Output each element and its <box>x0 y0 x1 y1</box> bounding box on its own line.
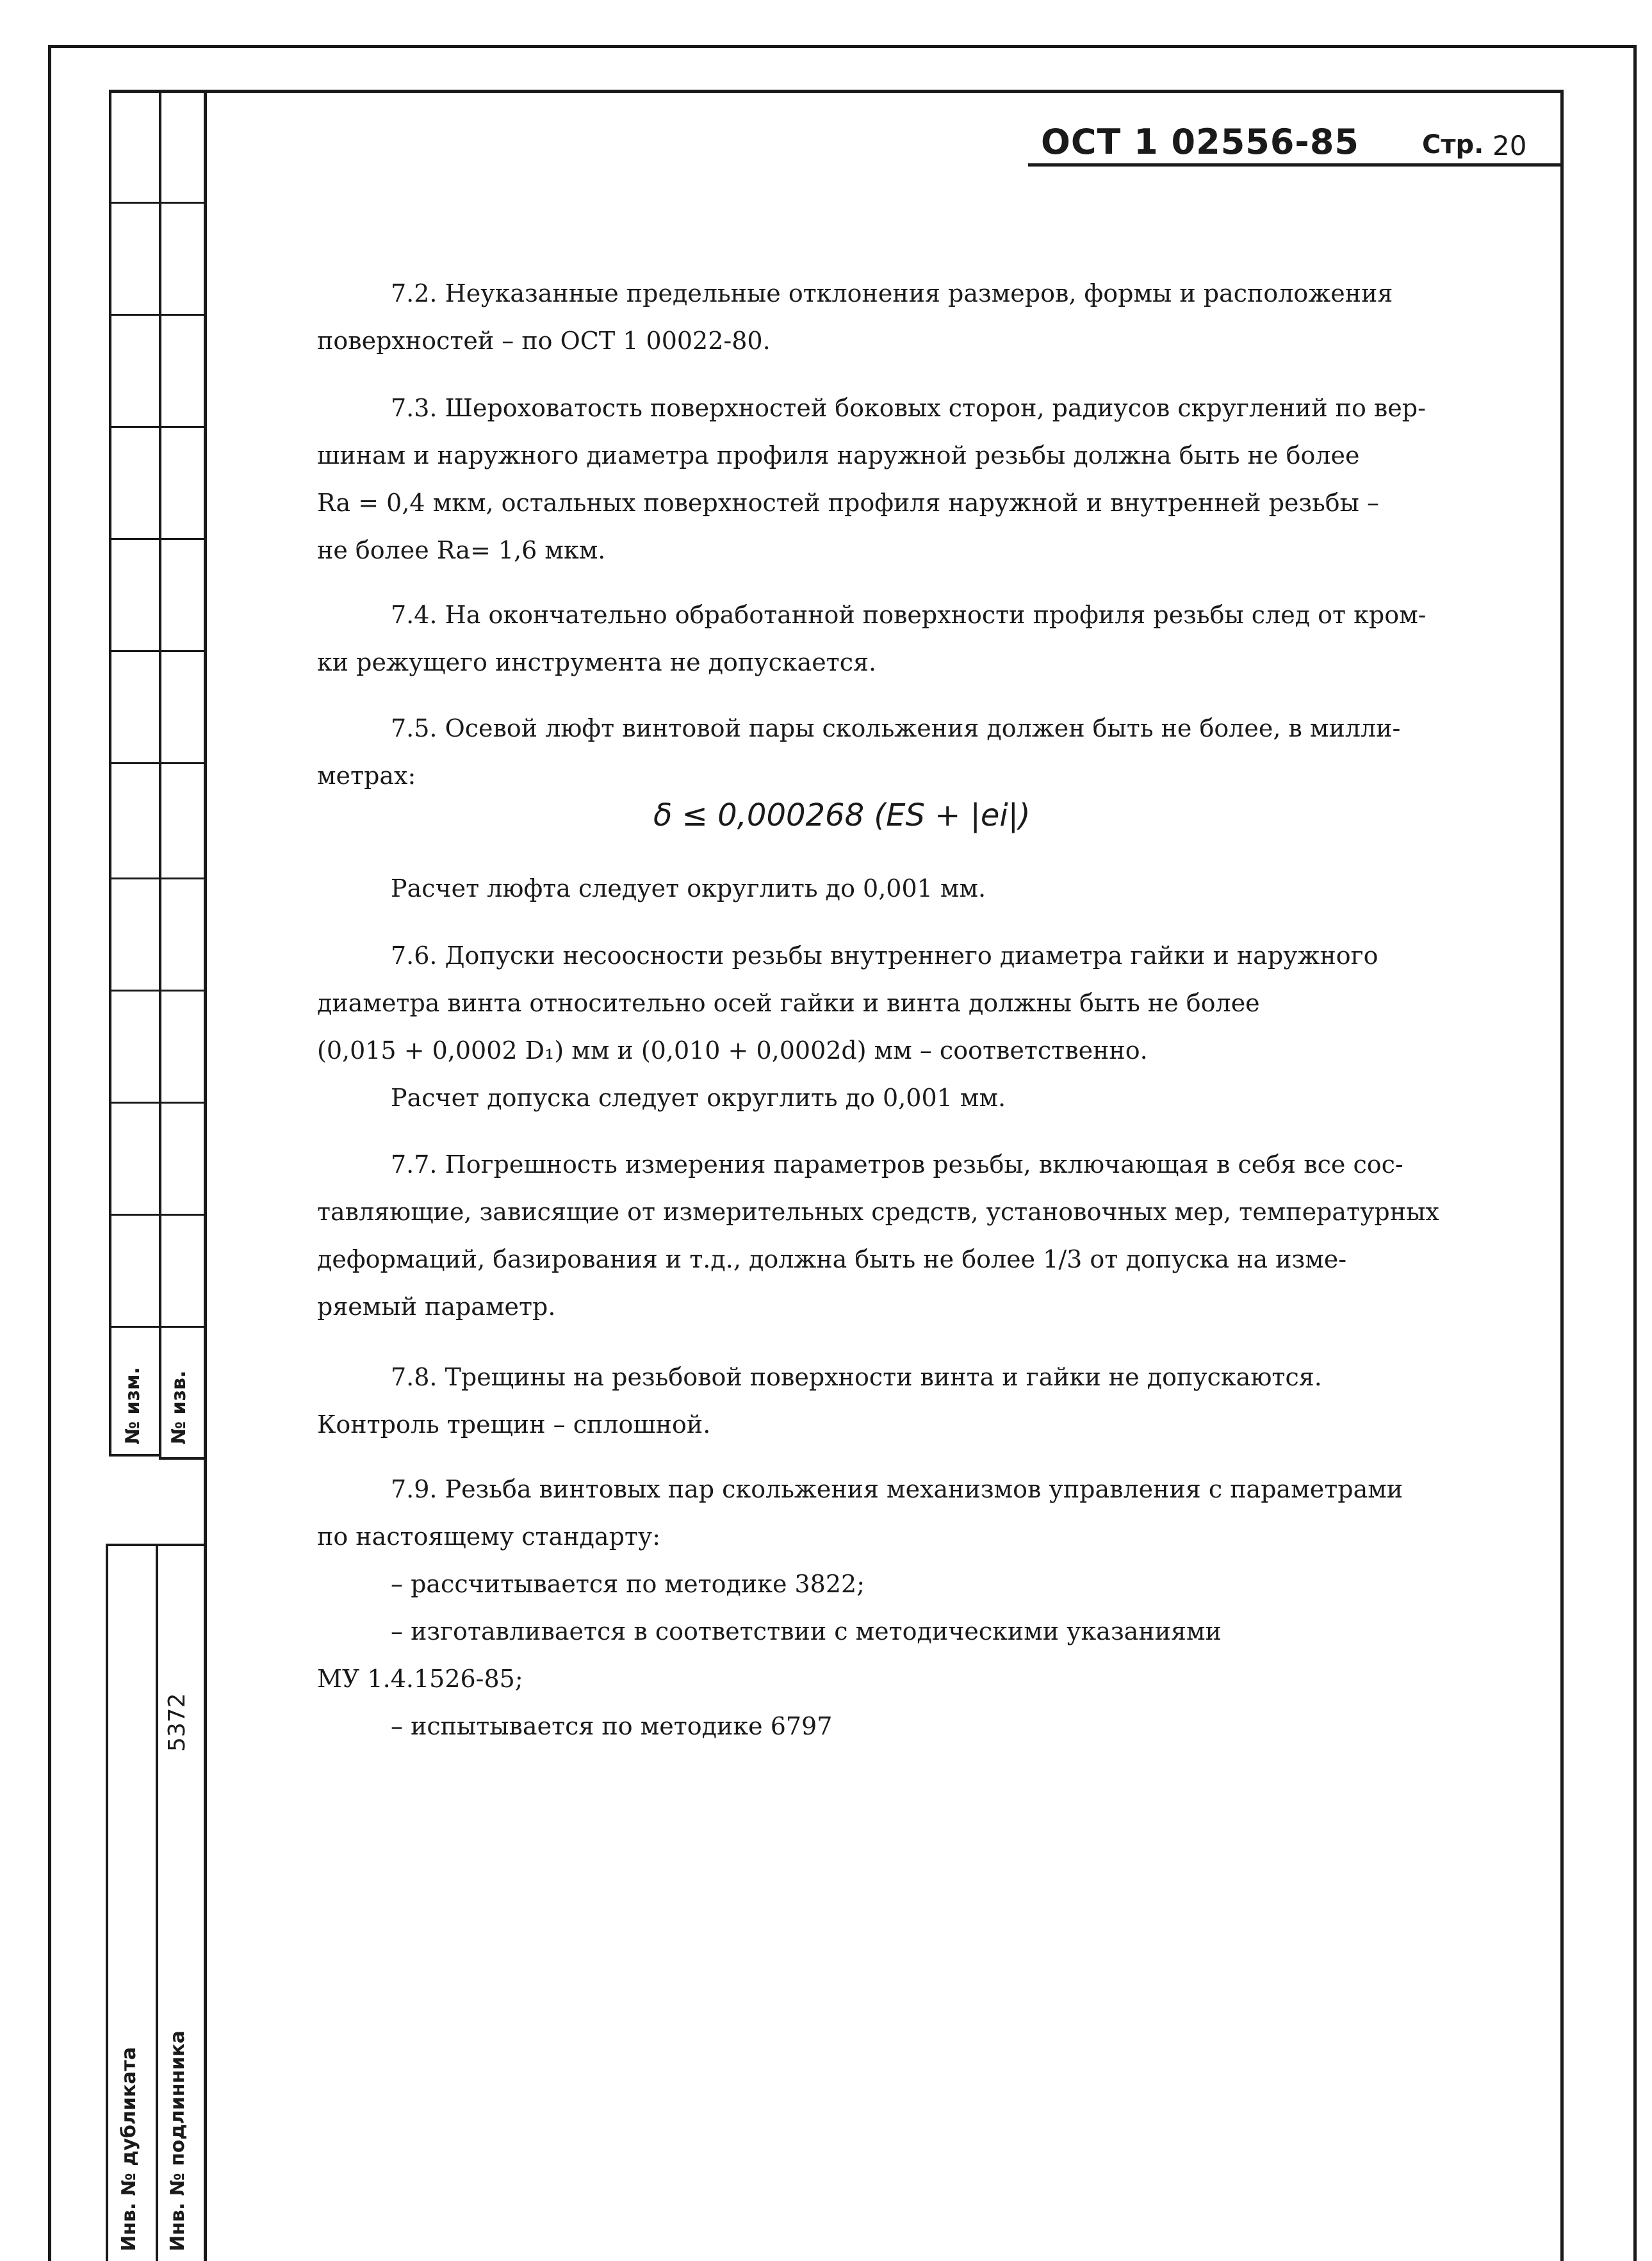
text-line: 7.4. На окончательно обработанной поверхности профиля резьбы след от кром- <box>391 601 1427 629</box>
paragraph-7-5 <box>317 705 1502 799</box>
stamp-upper-mid-border <box>159 90 161 1457</box>
text-line: 7.9. Резьба винтовых пар скольжения механизмов управления с параметрами <box>391 1475 1403 1503</box>
page-number: 20 <box>1493 130 1527 161</box>
stamp-row <box>109 1326 205 1328</box>
page-label: Стр. <box>1422 130 1484 159</box>
stamp-row <box>109 202 205 204</box>
outer-frame-left <box>48 45 51 2261</box>
text-line: 7.2. Неуказанные предельные отклонения размеров, формы и расположения <box>391 279 1393 307</box>
paragraph-7-8 <box>317 1353 1502 1448</box>
text-line: 7.5. Осевой люфт винтовой пары скольжения должен быть не более, в милли- <box>391 714 1401 742</box>
text-line: Контроль трещин – сплошной. <box>317 1410 711 1439</box>
stamp-lower-mid-border <box>156 1544 158 2261</box>
text-line: не более Ra= 1,6 мкм. <box>317 536 606 564</box>
stamp-row <box>109 314 205 316</box>
stamp-inv-number: 5372 <box>164 1693 190 1752</box>
stamp-row <box>109 426 205 428</box>
text-line: поверхностей – по ОСТ 1 00022-80. <box>317 327 771 355</box>
stamp-row <box>109 762 205 764</box>
text-line: тавляющие, зависящие от измерительных средств, установочных мер, температурных <box>317 1198 1439 1226</box>
stamp-row <box>109 990 205 992</box>
text-line: Расчет люфта следует округлить до 0,001 мм. <box>391 874 986 902</box>
inner-frame-left <box>204 90 207 2261</box>
text-line: ряемый параметр. <box>317 1293 556 1321</box>
doc-code: ОСТ 1 02556-85 <box>1041 122 1359 162</box>
outer-frame-top <box>48 45 1637 48</box>
text-line: Расчет допуска следует округлить до 0,001 мм. <box>391 1084 1006 1112</box>
text-line: по настоящему стандарту: <box>317 1522 661 1551</box>
text-line: Ra = 0,4 мкм, остальных поверхностей профиля наружной и внутренней резьбы – <box>317 489 1379 517</box>
stamp-row <box>109 1102 205 1104</box>
text-line: метрах: <box>317 762 416 790</box>
stamp-upper-bottom <box>109 1454 160 1457</box>
text-line: (0,015 + 0,0002 D₁) мм и (0,010 + 0,0002d) мм – соответственно. <box>317 1036 1148 1065</box>
stamp-row <box>109 538 205 540</box>
outer-frame-right <box>1633 45 1637 2261</box>
inner-frame-top <box>109 90 1563 93</box>
stamp-row <box>109 650 205 652</box>
stamp-row <box>109 877 205 879</box>
list-item: – изготавливается в соответствии с методическими указаниями <box>391 1617 1222 1645</box>
header-underline <box>1028 163 1563 167</box>
paragraph-7-7 <box>317 1141 1502 1330</box>
text-line: 7.7. Погрешность измерения параметров резьбы, включающая в себя все сос- <box>391 1150 1403 1179</box>
stamp-lower-left-border <box>106 1544 108 2261</box>
text-line: шинам и наружного диаметра профиля наружной резьбы должна быть не более <box>317 441 1360 469</box>
stamp-upper-left-border <box>109 90 111 1454</box>
text-line: 7.6. Допуски несоосности резьбы внутреннего диаметра гайки и наружного <box>391 942 1378 970</box>
formula-axial-play: δ ≤ 0,000268 (ES + |ei|) <box>653 797 1031 833</box>
text-line: ки режущего инструмента не допускается. <box>317 648 877 676</box>
stamp-no-izv: № изв. <box>168 1370 190 1444</box>
paragraph-7-5-note <box>317 865 1502 912</box>
stamp-inv-dublikata: Инв. № дубликата <box>118 2046 140 2251</box>
paragraph-7-9 <box>317 1465 1502 1750</box>
stamp-inv-podlinnika: Инв. № подлинника <box>167 2030 189 2251</box>
text-line: 7.8. Трещины на резьбовой поверхности винта и гайки не допускаются. <box>391 1363 1322 1391</box>
paragraph-7-3 <box>317 384 1502 574</box>
inner-frame-right <box>1560 90 1564 2261</box>
list-item: – испытывается по методике 6797 <box>391 1712 833 1740</box>
list-item: – рассчитывается по методике 3822; <box>391 1570 865 1598</box>
text-line: диаметра винта относительно осей гайки и винта должны быть не более <box>317 989 1260 1017</box>
stamp-upper-bottom-right <box>159 1457 205 1460</box>
paragraph-7-2 <box>317 270 1502 364</box>
paragraph-7-6 <box>317 932 1502 1122</box>
text-line: деформаций, базирования и т.д., должна быть не более 1/3 от допуска на изме- <box>317 1245 1347 1273</box>
list-item-cont: МУ 1.4.1526-85; <box>317 1665 523 1693</box>
stamp-no-izm: № изм. <box>122 1367 144 1444</box>
stamp-row <box>109 1214 205 1216</box>
text-line: 7.3. Шероховатость поверхностей боковых сторон, радиусов скруглений по вер- <box>391 394 1426 422</box>
paragraph-7-4 <box>317 591 1502 686</box>
